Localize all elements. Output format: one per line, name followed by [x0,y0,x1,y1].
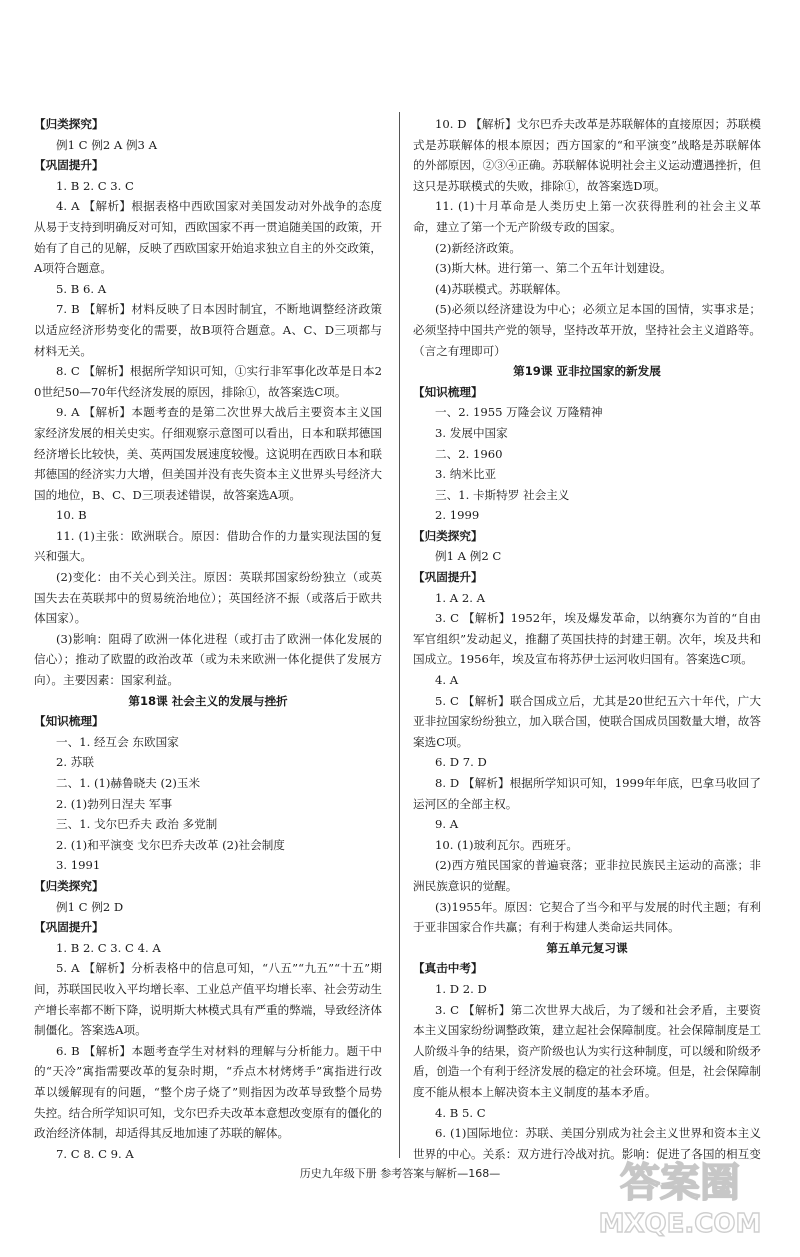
answer-line: 8. D 【解析】根据所学知识可知，1999年年底，巴拿马收回了运河区的全部主权。 [413,776,761,811]
section-tag: 【巩固提升】 [413,570,483,585]
lesson-title: 第五单元复习课 [546,940,628,955]
answer-line: 3. 发展中国家 [435,425,508,440]
answer-line: (2)新经济政策。 [435,240,522,255]
answer-line: (4)苏联模式。苏联解体。 [435,281,568,296]
section-tag: 【真击中考】 [413,961,483,976]
answer-line: 2. 1999 [435,508,480,523]
answer-line: 11. (1)十月革命是人类历史上第一次获得胜利的社会主义革命，建立了第一个无产阶级专政的国家。 [413,199,761,234]
answer-line: 3. C 【解析】第二次世界大战后，为了缓和社会矛盾，主要资本主义国家纷纷调整政策，建立起社会保障制度。社会保障制度是工人阶级斗争的结果，资产阶级也认为实行这种制度，可以缓和阶级矛盾，创造一个有利于经济发展的稳定的社会环境。但是，社会保障制度不能从根本上解决资本主义制度的基本矛盾。 [413,1002,761,1099]
column-divider [399,112,400,1158]
answer-line: 一、1. 经互会 东欧国家 [56,734,179,749]
answer-line: 例1 C 例2 A 例3 A [56,137,157,152]
answer-line: (2)变化：由不关心到关注。原因：英联邦国家纷纷独立（或英国失去在英联邦中的贸易统治地位）；英国经济不振（或落后于欧共体国家）。 [34,570,382,626]
lesson-title: 第19课 亚非拉国家的新发展 [513,364,661,379]
answer-line: 7. B 【解析】材料反映了日本因时制宜，不断地调整经济政策以适应经济形势变化的需要，故B项符合题意。A、C、D三项都与材料无关。 [34,302,382,358]
answer-line: 10. D 【解析】戈尔巴乔夫改革是苏联解体的直接原因；苏联模式是苏联解体的根本原因；西方国家的“和平演变”战略是苏联解体的外部原因，②③④正确。苏联解体说明社会主义运动遭遇挫折，但这只是苏联模式的失败，排除①，故答案选D项。 [413,117,761,193]
answer-line: (3)影响：阻碍了欧洲一体化进程（或打击了欧洲一体化发展的信心）；推动了欧盟的政治改革（或为未来欧洲一体化提供了发展方向）。主要因素：国家利益。 [34,631,382,688]
answer-line: 10. (1)玻利瓦尔。西班牙。 [435,837,578,852]
answer-line: 4. B 5. C [435,1105,486,1120]
watermark-url: MXQE.COM [598,1209,762,1239]
answer-line: (5)必须以经济建设为中心；必须立足本国的国情，实事求是；必须坚持中国共产党的领导，坚持改革开放，坚持社会主义道路等。（言之有理即可） [413,302,761,358]
answer-line: 三、1. 卡斯特罗 社会主义 [435,487,570,502]
answer-line: 10. B [56,508,87,523]
answer-line: 7. C 8. C 9. A [56,1146,134,1161]
watermark-text: 答案圈 [620,1160,740,1206]
answer-line: 二、2. 1960 [435,446,503,461]
left-column [34,114,382,1164]
answer-line: (3)斯大林。进行第一、第二个五年计划建设。 [435,261,672,276]
answer-line: 2. 苏联 [56,755,94,770]
answer-line: 1. B 2. C 3. C 4. A [56,940,161,955]
answer-line: 11. (1)主张：欧洲联合。原因：借助合作的力量实现法国的复兴和强大。 [34,528,382,564]
answer-line: 4. A [435,673,459,688]
answer-line: 1. A 2. A [435,590,485,605]
answer-line: 1. B 2. C 3. C [56,178,134,193]
section-tag: 【知识梳理】 [413,384,483,399]
answer-line: 三、1. 戈尔巴乔夫 政治 多党制 [56,817,218,832]
answer-line: 3. 1991 [56,858,101,873]
answer-line: 9. A 【解析】本题考查的是第二次世界大战后主要资本主义国家经济发展的相关史实。仔细观察示意图可以看出，日本和联邦德国经济增长比较快，美、英两国发展速度较慢。这说明在西欧日本和联邦德国的经济实力大增，但美国并没有丧失资本主义世界头号经济大国的地位，B、C、D三项表述错误，故答案选A项。 [34,405,382,502]
answer-line: (2)西方殖民国家的普遍衰落；亚非拉民族民主运动的高涨；非洲民族意识的觉醒。 [413,858,761,893]
answer-line: 6. (1)国际地位：苏联、美国分别成为社会主义世界和资本主义世界的中心。关系：双方进行冷战对抗。影响：促进了各国的相互变 [413,1126,761,1161]
answer-line: 5. A 【解析】分析表格中的信息可知，“八五”“九五”“十五”期间，苏联国民收入平均增长率、工业总产值平均增长率、社会劳动生产增长率都不断下降，说明斯大林模式具有严重的弊端，导致经济体制僵化。答案选A项。 [34,961,382,1038]
answer-line: 一、2. 1955 万隆会议 万隆精神 [435,405,603,420]
section-tag: 【归类探究】 [34,878,104,893]
answer-line: 9. A [435,817,459,832]
section-tag: 【知识梳理】 [34,714,104,729]
answer-line: 3. 纳米比亚 [435,467,497,482]
section-tag: 【巩固提升】 [34,158,104,173]
section-tag: 【归类探究】 [413,528,483,543]
section-tag: 【归类探究】 [34,117,104,131]
page-footer: 历史九年级下册 参考答案与解析—168— [299,1167,501,1180]
watermark-graphic [580,1148,780,1244]
answer-line: 例1 C 例2 D [56,899,124,914]
watermark-logo [580,1148,780,1244]
answer-line: 2. (1)勃列日涅夫 军事 [56,796,173,811]
answer-line: 6. B 【解析】本题考查学生对材料的理解与分析能力。题干中的“天冷”寓指需要改革的复杂时期，“乔点木材烤烤手”寓指进行改革以缓解现有的问题，“整个房子烧了”则指因为改革导致整个局势失控。结合所学知识可知，戈尔巴乔夫改革本意想改变原有的僵化的政治经济体制，却适得其反地加速了苏联的解体。 [34,1043,382,1141]
answer-line: 2. (1)和平演变 戈尔巴乔夫改革 (2)社会制度 [56,837,285,852]
answer-line: 4. A 【解析】根据表格中西欧国家对美国发动对外战争的态度从易于支持到明确反对可知，西欧国家不再一贯追随美国的政策，开始有了自己的见解，反映了西欧国家开始追求独立自主的外交政策，A项符合题意。 [34,199,382,276]
answer-line: 5. C 【解析】联合国成立后，尤其是20世纪五六十年代，广大亚非拉国家纷纷独立，加入联合国，使联合国成员国数量大增，故答案选C项。 [413,693,761,749]
answer-line: (3)1955年。原因：它契合了当今和平与发展的时代主题；有利于亚非国家合作共赢；有利于构建人类命运共同体。 [413,899,761,935]
answer-line: 例1 A 例2 C [435,549,502,564]
answer-line: 6. D 7. D [435,755,487,770]
answer-line: 1. D 2. D [435,981,487,996]
lesson-title: 第18课 社会主义的发展与挫折 [128,693,288,708]
right-column [413,114,761,1164]
answer-line: 5. B 6. A [56,281,107,296]
answer-line: 8. C 【解析】根据所学知识可知，①实行非军事化改革是日本20世纪50—70年代经济发展的原因，排除①，故答案选C项。 [34,364,382,399]
answer-line: 3. C 【解析】1952年，埃及爆发革命，以纳赛尔为首的“自由军官组织”发动起义，推翻了英国扶持的封建王朝。次年，埃及共和国成立。1956年，埃及宣布将苏伊士运河收归国有。答案选C项。 [413,611,761,667]
answer-line: 二、1. (1)赫鲁晓夫 (2)玉米 [56,776,201,790]
section-tag: 【巩固提升】 [34,920,104,935]
